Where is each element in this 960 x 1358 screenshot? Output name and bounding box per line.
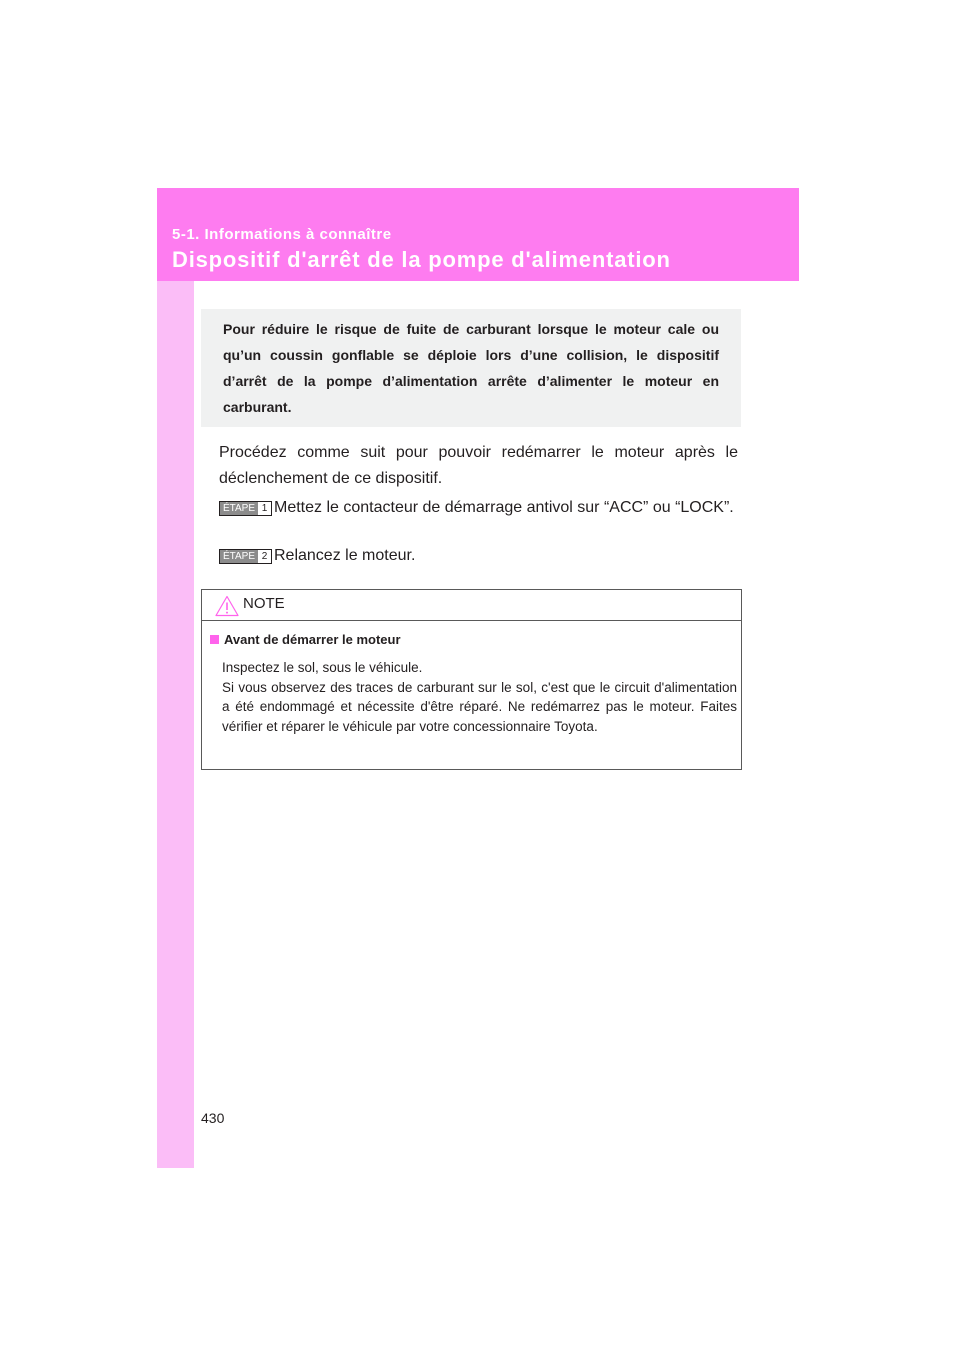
note-body	[222, 658, 737, 736]
note-line-2: Si vous observez des traces de carburant sur le sol, c'est que le circuit d'alimentation a été endommagé et nécessite d'être réparé. Ne redémarrez pas le moteur. Faites vérifier et réparer le véhicule par votre concessionnaire Toyota.	[222, 679, 737, 734]
step-1-badge	[219, 501, 272, 516]
step-1-text: Mettez le contacteur de démarrage antivol sur “ACC” ou “LOCK”.	[274, 499, 734, 516]
step-1-label: ÉTAPE	[220, 502, 258, 515]
step-2	[219, 543, 738, 569]
body-paragraph: Procédez comme suit pour pouvoir redémarrer le moteur après le déclenchement de ce dispositif.	[219, 444, 738, 487]
step-2-badge	[219, 549, 272, 564]
step-2-label: ÉTAPE	[220, 550, 258, 563]
warning-triangle-icon	[215, 595, 239, 617]
step-1-number: 1	[258, 502, 271, 515]
note-subtitle-row	[210, 632, 401, 647]
intro-box	[201, 309, 741, 427]
note-line-1: Inspectez le sol, sous le véhicule.	[222, 660, 423, 675]
side-strip	[157, 188, 194, 1168]
step-2-text: Relancez le moteur.	[274, 547, 416, 564]
step-1	[219, 495, 738, 521]
note-subtitle: Avant de démarrer le moteur	[224, 632, 401, 647]
section-label: 5-1. Informations à connaître	[172, 226, 392, 243]
square-bullet-icon	[210, 635, 219, 644]
page-number: 430	[201, 1110, 225, 1126]
page-title: Dispositif d'arrêt de la pompe d'alimentation	[172, 247, 671, 272]
intro-text: Pour réduire le risque de fuite de carburant lorsque le moteur cale ou qu’un coussin gonflable se déploie lors d’une collision, le dispositif d’arrêt de la pompe d’alimentation arrête d’alimenter le moteur en carburant.	[223, 321, 719, 415]
note-title: NOTE	[243, 595, 285, 612]
step-2-number: 2	[258, 550, 271, 563]
note-box	[201, 589, 742, 770]
note-header	[202, 590, 741, 621]
